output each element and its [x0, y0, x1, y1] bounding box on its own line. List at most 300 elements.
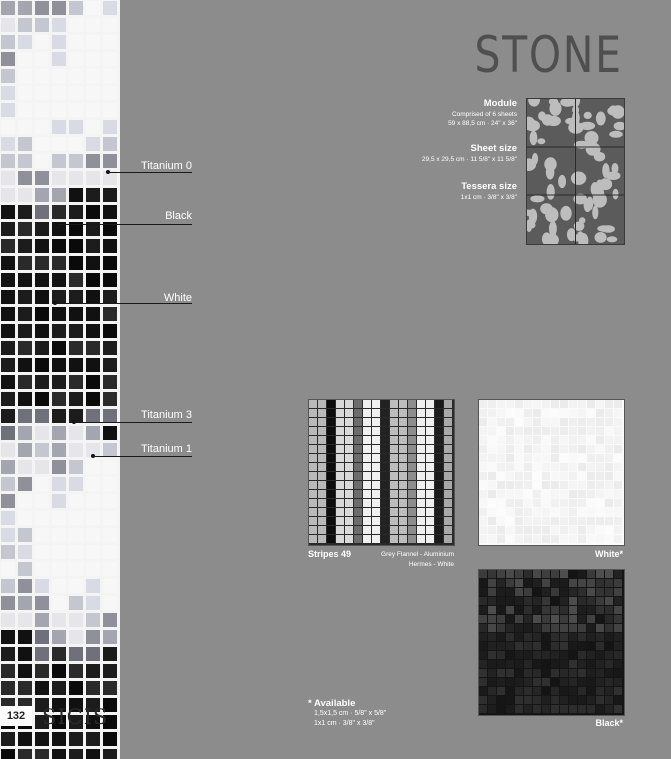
mosaic-tile	[52, 154, 66, 168]
mosaic-tile	[35, 647, 49, 661]
mosaic-tile	[35, 579, 49, 593]
mosaic-tile	[86, 290, 100, 304]
white-tile	[542, 427, 550, 435]
mosaic-tile	[69, 375, 83, 389]
stripe-tile	[408, 526, 416, 534]
white-tile	[488, 436, 496, 444]
stripe-tile	[309, 418, 317, 426]
white-tile	[515, 454, 523, 462]
stripe-tile	[354, 400, 362, 408]
black-tile	[605, 606, 613, 614]
black-tile	[560, 696, 568, 704]
white-tile	[524, 436, 532, 444]
stripe-tile	[417, 454, 425, 462]
mosaic-tile	[69, 256, 83, 270]
mosaic-tile	[69, 35, 83, 49]
stripe-tile	[381, 472, 389, 480]
black-tile	[479, 696, 487, 704]
stripe-tile	[336, 499, 344, 507]
mosaic-tile	[86, 749, 100, 759]
white-tile	[605, 472, 613, 480]
mosaic-tile	[86, 392, 100, 406]
mosaic-tile	[103, 307, 117, 321]
white-tile	[596, 499, 604, 507]
mosaic-tile	[1, 52, 15, 66]
stripe-tile	[408, 454, 416, 462]
mosaic-tile	[18, 86, 32, 100]
black-tile	[533, 705, 541, 713]
mosaic-tile	[1, 596, 15, 610]
stripe-tile	[390, 508, 398, 516]
stripe-tile	[399, 490, 407, 498]
mosaic-tile	[52, 613, 66, 627]
mosaic-tile	[18, 647, 32, 661]
white-tile	[497, 409, 505, 417]
stripe-tile	[309, 454, 317, 462]
black-tile	[596, 588, 604, 596]
black-tile	[479, 597, 487, 605]
mosaic-tile	[69, 188, 83, 202]
mosaic-tile	[69, 613, 83, 627]
white-tile	[533, 463, 541, 471]
black-tile	[479, 606, 487, 614]
stripe-tile	[399, 400, 407, 408]
white-tile	[551, 499, 559, 507]
mosaic-tile	[18, 681, 32, 695]
white-tile	[533, 508, 541, 516]
stripe-tile	[444, 463, 452, 471]
white-tile	[497, 508, 505, 516]
mosaic-tile	[69, 443, 83, 457]
white-tile	[524, 463, 532, 471]
white-tile	[497, 472, 505, 480]
black-tile	[596, 606, 604, 614]
mosaic-tile	[86, 613, 100, 627]
white-tile	[578, 508, 586, 516]
white-tile	[560, 499, 568, 507]
white-tile	[551, 508, 559, 516]
black-tile	[479, 660, 487, 668]
stripe-tile	[444, 490, 452, 498]
mosaic-tile	[52, 409, 66, 423]
mosaic-tile	[69, 749, 83, 759]
black-tile	[524, 597, 532, 605]
stripe-tile	[354, 472, 362, 480]
mosaic-tile	[69, 460, 83, 474]
black-tile	[578, 597, 586, 605]
mosaic-tile	[35, 188, 49, 202]
mosaic-tile	[18, 35, 32, 49]
white-tile	[569, 517, 577, 525]
module-blob	[571, 172, 586, 185]
black-tile	[578, 651, 586, 659]
stripe-tile	[399, 463, 407, 471]
label-titanium-1: Titanium 1	[141, 443, 192, 455]
white-tile	[578, 400, 586, 408]
black-tile	[596, 651, 604, 659]
mosaic-tile	[103, 324, 117, 338]
stripes-tiles	[309, 400, 454, 545]
stripe-tile	[390, 427, 398, 435]
black-tile	[569, 579, 577, 587]
black-tile	[488, 678, 496, 686]
mosaic-tile	[35, 545, 49, 559]
mosaic-tile	[35, 749, 49, 759]
white-tile	[551, 526, 559, 534]
stripe-tile	[381, 490, 389, 498]
stripe-tile	[318, 517, 326, 525]
white-tile	[569, 535, 577, 543]
mosaic-tile	[52, 460, 66, 474]
mosaic-tile	[1, 664, 15, 678]
stripe-tile	[390, 526, 398, 534]
mosaic-tile	[69, 290, 83, 304]
black-tile	[506, 624, 514, 632]
mosaic-tile	[18, 749, 32, 759]
black-tile	[569, 660, 577, 668]
white-tile	[587, 499, 595, 507]
white-tile	[497, 436, 505, 444]
white-tile	[542, 400, 550, 408]
stripe-tile	[399, 535, 407, 543]
mosaic-tile	[86, 86, 100, 100]
white-tile	[479, 481, 487, 489]
black-tile	[614, 597, 622, 605]
mosaic-tile	[18, 222, 32, 236]
mosaic-tile	[69, 86, 83, 100]
mosaic-tile	[35, 681, 49, 695]
stripe-tile	[381, 427, 389, 435]
white-tile	[587, 454, 595, 462]
white-tile	[560, 526, 568, 534]
white-tile	[506, 445, 514, 453]
mosaic-tile	[52, 392, 66, 406]
mosaic-tile	[103, 171, 117, 185]
mosaic-tile	[35, 18, 49, 32]
black-tile	[506, 570, 514, 578]
stripe-tile	[426, 481, 434, 489]
mosaic-tile	[52, 171, 66, 185]
white-tile	[614, 490, 622, 498]
stripe-tile	[426, 400, 434, 408]
black-tile	[524, 669, 532, 677]
mosaic-tile	[18, 460, 32, 474]
black-tile	[614, 633, 622, 641]
black-tile	[587, 570, 595, 578]
white-tile	[488, 499, 496, 507]
stripe-tile	[381, 463, 389, 471]
black-tile	[596, 597, 604, 605]
white-tile	[524, 481, 532, 489]
stripe-tile	[435, 418, 443, 426]
white-tile	[587, 508, 595, 516]
white-tile	[605, 517, 613, 525]
mosaic-tile	[86, 52, 100, 66]
stripe-tile	[381, 517, 389, 525]
stripe-tile	[417, 409, 425, 417]
black-tile	[542, 633, 550, 641]
black-tile	[524, 615, 532, 623]
stripe-tile	[345, 535, 353, 543]
mosaic-tile	[103, 341, 117, 355]
mosaic-tile	[86, 494, 100, 508]
mosaic-tile	[35, 103, 49, 117]
module-blob	[528, 222, 535, 229]
stripe-tile	[417, 499, 425, 507]
stripe-tile	[372, 526, 380, 534]
white-tile	[578, 418, 586, 426]
black-tile	[551, 615, 559, 623]
stripe-tile	[309, 472, 317, 480]
mosaic-tile	[103, 647, 117, 661]
black-tile	[596, 624, 604, 632]
mosaic-tile	[1, 256, 15, 270]
leader-line	[108, 172, 192, 173]
black-tile	[614, 669, 622, 677]
mosaic-tile	[52, 545, 66, 559]
mosaic-tile	[1, 273, 15, 287]
white-tile	[524, 526, 532, 534]
mosaic-tile	[52, 528, 66, 542]
black-tile	[614, 660, 622, 668]
black-tile	[560, 705, 568, 713]
mosaic-tile	[1, 749, 15, 759]
black-tile	[506, 633, 514, 641]
mosaic-tile	[52, 239, 66, 253]
stripe-tile	[381, 526, 389, 534]
black-tile	[524, 579, 532, 587]
black-tile	[533, 570, 541, 578]
white-tile	[587, 436, 595, 444]
stripe-tile	[354, 481, 362, 489]
stripe-tile	[426, 463, 434, 471]
black-tile	[578, 696, 586, 704]
stripe-tile	[318, 436, 326, 444]
stripe-tile	[390, 418, 398, 426]
mosaic-tile	[1, 154, 15, 168]
module-blob	[607, 236, 618, 242]
white-tile	[488, 400, 496, 408]
mosaic-tile	[1, 222, 15, 236]
black-tile	[551, 624, 559, 632]
white-tile	[506, 481, 514, 489]
leader-line	[93, 456, 192, 457]
mosaic-tile	[1, 732, 15, 746]
mosaic-tile	[18, 103, 32, 117]
black-tile	[506, 687, 514, 695]
black-tile	[515, 633, 523, 641]
stripe-tile	[417, 481, 425, 489]
stripe-tile	[444, 499, 452, 507]
black-tile	[515, 678, 523, 686]
mosaic-tile	[35, 205, 49, 219]
mosaic-tile	[18, 630, 32, 644]
black-tile	[569, 642, 577, 650]
white-tile	[479, 409, 487, 417]
stripe-tile	[318, 472, 326, 480]
mosaic-tile	[18, 477, 32, 491]
module-blob	[546, 116, 561, 126]
mosaic-tile	[69, 477, 83, 491]
mosaic-tile	[1, 205, 15, 219]
mosaic-tile	[86, 341, 100, 355]
stripe-tile	[408, 427, 416, 435]
stripe-tile	[426, 454, 434, 462]
white-tile	[578, 463, 586, 471]
mosaic-tile	[52, 256, 66, 270]
stripe-tile	[408, 472, 416, 480]
mosaic-tile	[18, 256, 32, 270]
stripe-tile	[381, 400, 389, 408]
mosaic-tile	[52, 579, 66, 593]
stripe-tile	[327, 517, 335, 525]
leader-line	[74, 422, 192, 423]
stripe-tile	[318, 400, 326, 408]
white-tile	[524, 499, 532, 507]
stripe-tile	[408, 463, 416, 471]
mosaic-tile	[52, 732, 66, 746]
mosaic-tile	[52, 375, 66, 389]
mosaic-tile	[18, 205, 32, 219]
mosaic-tile	[52, 307, 66, 321]
mosaic-tile	[18, 545, 32, 559]
black-tile	[542, 651, 550, 659]
stripe-tile	[336, 445, 344, 453]
stripe-tile	[426, 517, 434, 525]
black-tile	[488, 633, 496, 641]
black-tile	[605, 705, 613, 713]
white-tile	[605, 436, 613, 444]
black-tile	[560, 651, 568, 659]
black-tile	[587, 687, 595, 695]
white-tile	[596, 418, 604, 426]
mosaic-tile	[1, 358, 15, 372]
white-tile	[587, 490, 595, 498]
white-tile	[497, 481, 505, 489]
black-tile	[587, 642, 595, 650]
white-tile	[587, 463, 595, 471]
black-tile	[497, 678, 505, 686]
white-tile	[479, 526, 487, 534]
black-tile	[542, 669, 550, 677]
black-tile	[497, 588, 505, 596]
stripe-tile	[309, 508, 317, 516]
white-tile	[515, 436, 523, 444]
stripe-tile	[345, 436, 353, 444]
white-tile	[506, 508, 514, 516]
stripe-tile	[390, 409, 398, 417]
mosaic-tile	[52, 358, 66, 372]
mosaic-tile	[35, 409, 49, 423]
mosaic-tile	[103, 562, 117, 576]
module-blob	[594, 152, 605, 162]
stripe-tile	[309, 535, 317, 543]
stripe-tile	[408, 445, 416, 453]
black-tile	[533, 678, 541, 686]
stripe-tile	[408, 409, 416, 417]
white-tile	[560, 400, 568, 408]
mosaic-tile	[69, 273, 83, 287]
mosaic-tile	[69, 426, 83, 440]
white-tile	[587, 427, 595, 435]
stripe-tile	[426, 427, 434, 435]
white-tile	[515, 409, 523, 417]
black-tile	[524, 624, 532, 632]
black-tile	[551, 579, 559, 587]
white-tile	[506, 463, 514, 471]
black-tile	[596, 642, 604, 650]
mosaic-tile	[1, 562, 15, 576]
mosaic-tile	[52, 18, 66, 32]
black-tile	[596, 579, 604, 587]
black-tile	[587, 615, 595, 623]
stripe-tile	[354, 445, 362, 453]
black-tile	[488, 705, 496, 713]
mosaic-tile	[1, 494, 15, 508]
stripe-tile	[372, 490, 380, 498]
black-tile	[605, 687, 613, 695]
white-tile	[605, 490, 613, 498]
stripe-tile	[345, 409, 353, 417]
black-tile	[506, 705, 514, 713]
mosaic-tile	[86, 171, 100, 185]
mosaic-tile	[18, 732, 32, 746]
black-tile	[533, 651, 541, 659]
white-tile	[488, 418, 496, 426]
mosaic-tile	[103, 477, 117, 491]
mosaic-tile	[1, 613, 15, 627]
stripe-tile	[399, 436, 407, 444]
black-tile	[551, 660, 559, 668]
white-tile	[605, 508, 613, 516]
mosaic-tile	[86, 69, 100, 83]
mosaic-tile	[103, 681, 117, 695]
black-tile	[524, 696, 532, 704]
white-tile	[587, 535, 595, 543]
black-tile	[587, 579, 595, 587]
black-tile	[560, 624, 568, 632]
black-tile	[515, 579, 523, 587]
white-tile	[506, 409, 514, 417]
stripe-tile	[345, 472, 353, 480]
black-tile	[569, 615, 577, 623]
white-tile	[587, 526, 595, 534]
stripe-tile	[363, 454, 371, 462]
mosaic-tile	[86, 545, 100, 559]
white-tile	[533, 418, 541, 426]
black-tile	[569, 678, 577, 686]
mosaic-tile	[52, 630, 66, 644]
white-tile	[569, 418, 577, 426]
black-tile	[578, 669, 586, 677]
white-tile	[614, 454, 622, 462]
white-tile	[488, 535, 496, 543]
white-tile	[596, 517, 604, 525]
mosaic-tile	[103, 120, 117, 134]
stripe-tile	[435, 436, 443, 444]
mosaic-tile	[52, 596, 66, 610]
black-tile	[533, 606, 541, 614]
mosaic-tile	[52, 188, 66, 202]
white-tile	[551, 463, 559, 471]
stripe-tile	[399, 454, 407, 462]
white-tile	[587, 418, 595, 426]
mosaic-tile	[52, 52, 66, 66]
black-tile	[515, 669, 523, 677]
stripe-tile	[399, 508, 407, 516]
black-tile	[569, 597, 577, 605]
mosaic-tile	[1, 188, 15, 202]
